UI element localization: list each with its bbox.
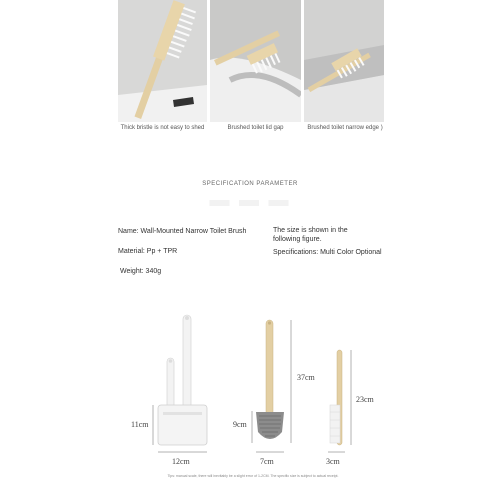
dim-brush-head-height: 9cm [233,420,247,429]
photo-caption-bristle: Thick bristle is not easy to shed [120,125,205,131]
spec-heading-decoration: ▬ ▬ ▬ [209,189,291,211]
dim-narrow-brush-width: 3cm [326,457,340,466]
dim-brush-head-width: 7cm [260,457,274,466]
dim-holder-width: 12cm [172,457,190,466]
dim-holder-height: 11cm [131,420,149,429]
dim-narrow-brush-length: 23cm [356,395,374,404]
measurement-footnote: Tips: manual scale, there will inevitably be a slight error of 1-2CM. The specific size is subject to actual receipt. [167,474,339,478]
photo-caption-lid-gap: Brushed toilet lid gap [227,125,284,131]
dim-brush-length: 37cm [297,373,315,382]
silicone-brush-drawing [256,320,284,439]
photo-caption-narrow-edge: Brushed toilet narrow edge ) [307,125,383,131]
holder-set-drawing [158,315,207,445]
spec-options: Specifications: Multi Color Optional [273,249,382,256]
spec-size-note: The size is shown in the following figure. [273,227,348,243]
spec-weight: Weight: 340g [120,268,162,275]
spec-name: Name: Wall-Mounted Narrow Toilet Brush [118,228,247,235]
spec-heading: SPECIFICATION PARAMETER [202,181,298,187]
narrow-brush-drawing [330,350,342,445]
spec-material: Material: Pp + TPR [118,248,178,255]
